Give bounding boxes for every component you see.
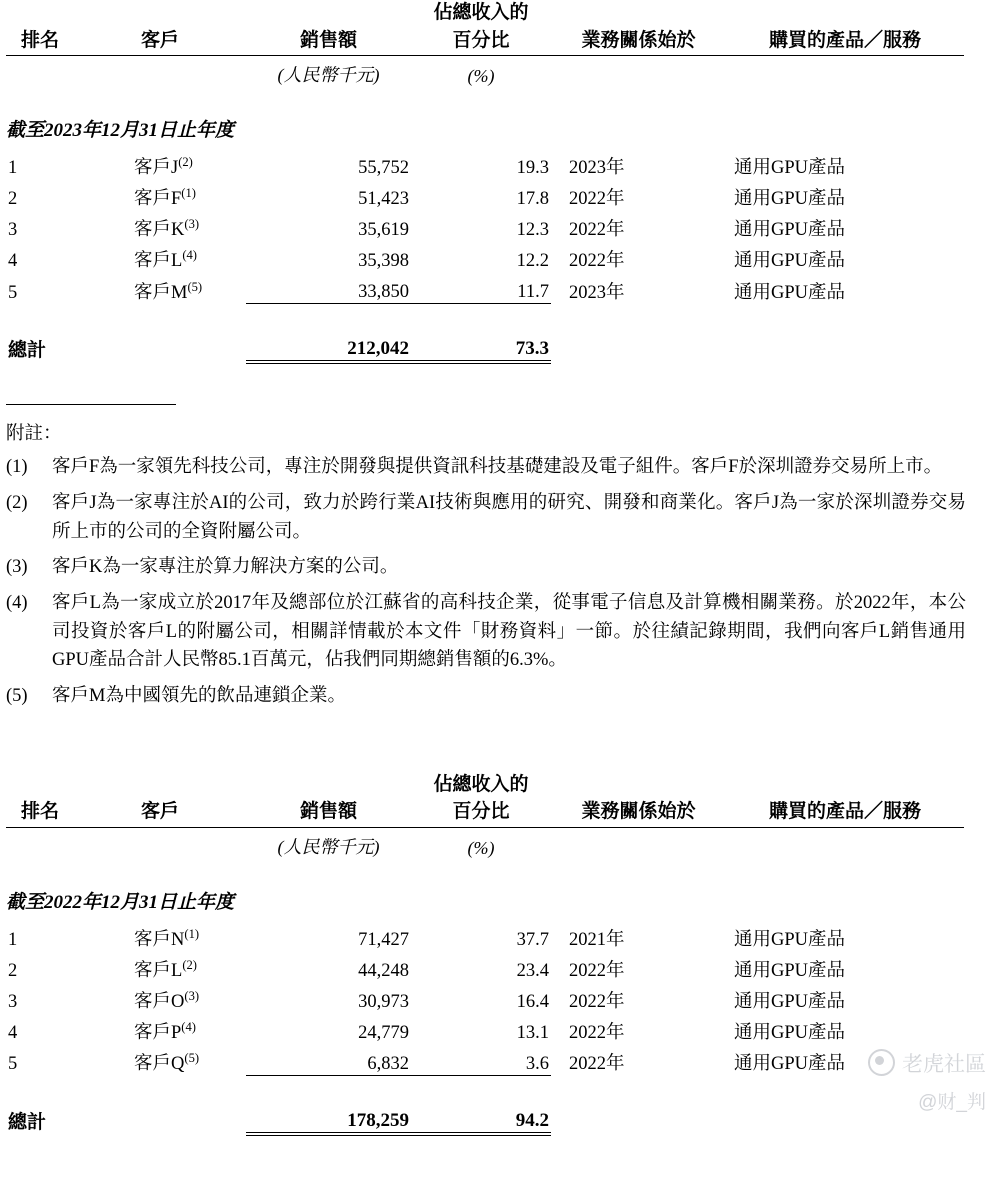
cell-customer [74,1044,246,1076]
cell-product: 通用GPU產品 [734,960,846,981]
cell-customer [74,210,246,241]
cell-customer [74,148,246,179]
total-row [6,326,964,362]
cell-rank: 2 [8,960,18,981]
footnote-ref: (4) [182,248,197,263]
footnote-number: (2) [6,492,28,513]
total-label: 總計 [8,340,47,362]
header-pct-line1: 佔總收入的 [433,773,529,795]
cell-since: 2022年 [569,991,625,1012]
section-label-row-2023 [6,113,964,148]
header-relationship-since: 業務關係始於 [551,799,726,827]
table-header-top-row [6,772,964,800]
cell-sales: 24,779 [358,1022,409,1043]
cell-sales: 51,423 [358,189,409,210]
header-spacer-product [726,0,964,28]
footnote-number: (1) [6,457,28,478]
header-pct-line2: 百分比 [411,28,551,56]
cell-rank: 2 [8,189,18,210]
cell-customer [74,1013,246,1044]
total-pct: 73.3 [411,326,551,362]
cell-product: 通用GPU產品 [734,220,846,241]
cell-rank: 3 [8,991,18,1012]
header-spacer-since [551,772,726,800]
header-product: 購買的產品／服務 [726,799,964,827]
cell-rank: 5 [8,1054,18,1075]
customer-name: 客戶K [134,220,185,241]
cell-pct: 12.3 [516,220,549,241]
footnote-text: 客戶F為一家領先科技公司，專注於開發與提供資訊科技基礎建設及電子組件。客戶F於深圳證券交易所上市。 [52,457,943,478]
table-spacer [6,87,964,113]
footnotes-divider [6,404,176,405]
cell-since: 2022年 [569,251,625,272]
cell-since: 2023年 [569,158,625,179]
footnote-ref: (5) [184,1051,200,1066]
cell-product: 通用GPU產品 [734,1022,846,1043]
cell-since: 2022年 [569,1054,625,1075]
list-item [6,589,966,675]
section-label-2022: 截至2022年12月31日止年度 [6,891,235,913]
table-unit-row [6,56,964,88]
header-spacer-rank [6,772,74,800]
header-sales: 銷售額 [246,799,411,827]
cell-sales: 30,973 [358,991,409,1012]
section-label-2023: 截至2023年12月31日止年度 [6,120,235,142]
table-header-top-row [6,0,964,28]
cell-customer [74,920,246,951]
customer-name: 客戶F [134,189,182,210]
footnotes-title: 附註： [6,424,62,445]
cell-customer [74,179,246,210]
cell-rank: 5 [8,282,18,303]
table-row [6,272,964,304]
header-relationship-since: 業務關係始於 [551,28,726,56]
footnote-number: (4) [6,592,28,613]
table-row [6,179,964,210]
cell-customer [74,272,246,304]
footnote-ref: (3) [184,988,200,1003]
table-row [6,982,964,1013]
table-row [6,951,964,982]
cell-sales: 6,832 [246,1044,411,1076]
cell-pct: 13.1 [516,1022,549,1043]
total-sales: 178,259 [246,1098,411,1134]
customer-name: 客戶J [134,158,179,179]
cell-sales: 33,850 [246,272,411,304]
cell-customer [74,982,246,1013]
top-customers-table-2023 [6,0,964,364]
total-row [6,1098,964,1134]
cell-sales: 55,752 [358,158,409,179]
cell-pct: 23.4 [516,960,549,981]
customer-name: 客戶L [134,960,183,981]
header-spacer-sales [246,772,411,800]
footnote-number: (3) [6,557,28,578]
footnote-ref: (1) [184,926,200,941]
footnote-ref: (4) [181,1019,196,1034]
header-product: 購買的產品／服務 [726,28,964,56]
cell-rank: 1 [8,158,18,179]
table-gap [6,1075,964,1098]
unit-sales: (人民幣千元) [277,65,380,86]
cell-customer [74,241,246,272]
list-item [6,553,966,582]
cell-product: 通用GPU產品 [734,282,846,303]
header-spacer-customer [74,772,246,800]
header-spacer-rank [6,0,74,28]
cell-sales: 35,398 [358,251,409,272]
cell-product: 通用GPU產品 [734,158,846,179]
section-label-row-2022 [6,885,964,920]
table-unit-row [6,827,964,859]
table-header-row [6,28,964,56]
cell-product: 通用GPU產品 [734,1054,846,1075]
footnote-text: 客戶K為一家專注於算力解決方案的公司。 [52,557,399,578]
cell-since: 2022年 [569,960,625,981]
footnote-text: 客戶L為一家成立於2017年及總部位於江蘇省的高科技企業，從事電子信息及計算機相關業務。於2022年，本公司投資於客戶L的附屬公司，相關詳情載於本文件「財務資料」一節。於往績記錄期間，我們向客戶L銷售通用GPU產品合計人民幣85.1百萬元，佔我們同期總銷售額的6.3%。 [52,592,966,671]
cell-customer [74,951,246,982]
cell-rank: 1 [8,929,18,950]
cell-rank: 4 [8,1022,18,1043]
footnote-text: 客戶J為一家專注於AI的公司，致力於跨行業AI技術與應用的研究、開發和商業化。客戶J為一家於深圳證券交易所上市的公司的全資附屬公司。 [52,492,966,542]
customer-name: 客戶P [134,1022,182,1043]
table-header-row [6,799,964,827]
list-item [6,453,966,482]
table-row [6,210,964,241]
header-customer: 客戶 [74,799,246,827]
table-row [6,1044,964,1076]
cell-since: 2023年 [569,282,625,303]
cell-pct: 17.8 [516,189,549,210]
watermark-logo-icon [868,1049,895,1076]
cell-product: 通用GPU產品 [734,991,846,1012]
table-row [6,241,964,272]
customer-name: 客戶Q [134,1054,185,1075]
footnote-ref: (2) [178,155,193,170]
cell-since: 2022年 [569,1022,625,1043]
table-spacer [6,859,964,885]
header-spacer-product [726,772,964,800]
footnote-text: 客戶M為中國領先的飲品連鎖企業。 [52,685,346,706]
section-gap [0,718,1000,772]
footnote-ref: (5) [187,279,203,294]
cell-sales: 44,248 [358,960,409,981]
customer-name: 客戶L [134,251,183,272]
header-spacer-since [551,0,726,28]
table-row [6,920,964,951]
customer-name: 客戶M [134,282,188,303]
cell-rank: 4 [8,251,18,272]
header-spacer-customer [74,0,246,28]
cell-pct: 3.6 [411,1044,551,1076]
total-pct: 94.2 [411,1098,551,1134]
cell-sales: 71,427 [358,929,409,950]
watermark-primary [868,1048,986,1078]
header-rank: 排名 [6,28,74,56]
cell-pct: 19.3 [516,158,549,179]
footnotes-block [6,404,966,710]
footnote-number: (5) [6,685,28,706]
header-sales: 銷售額 [246,28,411,56]
cell-rank: 3 [8,220,18,241]
cell-sales: 35,619 [358,220,409,241]
cell-product: 通用GPU產品 [734,929,846,950]
customer-name: 客戶O [134,991,185,1012]
header-customer: 客戶 [74,28,246,56]
table-row [6,1013,964,1044]
header-pct-line1: 佔總收入的 [433,2,529,23]
unit-pct: (%) [467,837,495,858]
cell-pct: 16.4 [516,991,549,1012]
list-item [6,489,966,546]
cell-since: 2021年 [569,929,625,950]
cell-pct: 37.7 [516,929,549,950]
cell-product: 通用GPU產品 [734,189,846,210]
cell-since: 2022年 [569,189,625,210]
unit-sales: (人民幣千元) [277,836,380,857]
top-customers-table-2022 [6,772,964,1136]
footnote-ref: (1) [181,186,196,201]
table-row [6,148,964,179]
watermark-secondary: @财_判 [918,1091,986,1113]
total-label: 總計 [8,1111,47,1133]
list-item [6,682,966,711]
cell-since: 2022年 [569,220,625,241]
cell-product: 通用GPU產品 [734,251,846,272]
watermark-primary-text: 老虎社區 [902,1052,986,1076]
total-sales: 212,042 [246,326,411,362]
header-rank: 排名 [6,799,74,827]
table-gap [6,304,964,327]
cell-pct: 12.2 [516,251,549,272]
footnote-ref: (3) [184,217,200,232]
unit-pct: (%) [467,66,495,87]
customer-name: 客戶N [134,929,185,950]
cell-pct: 11.7 [411,272,551,304]
header-spacer-sales [246,0,411,28]
header-pct-line2: 百分比 [411,799,551,827]
footnote-ref: (2) [182,957,197,972]
